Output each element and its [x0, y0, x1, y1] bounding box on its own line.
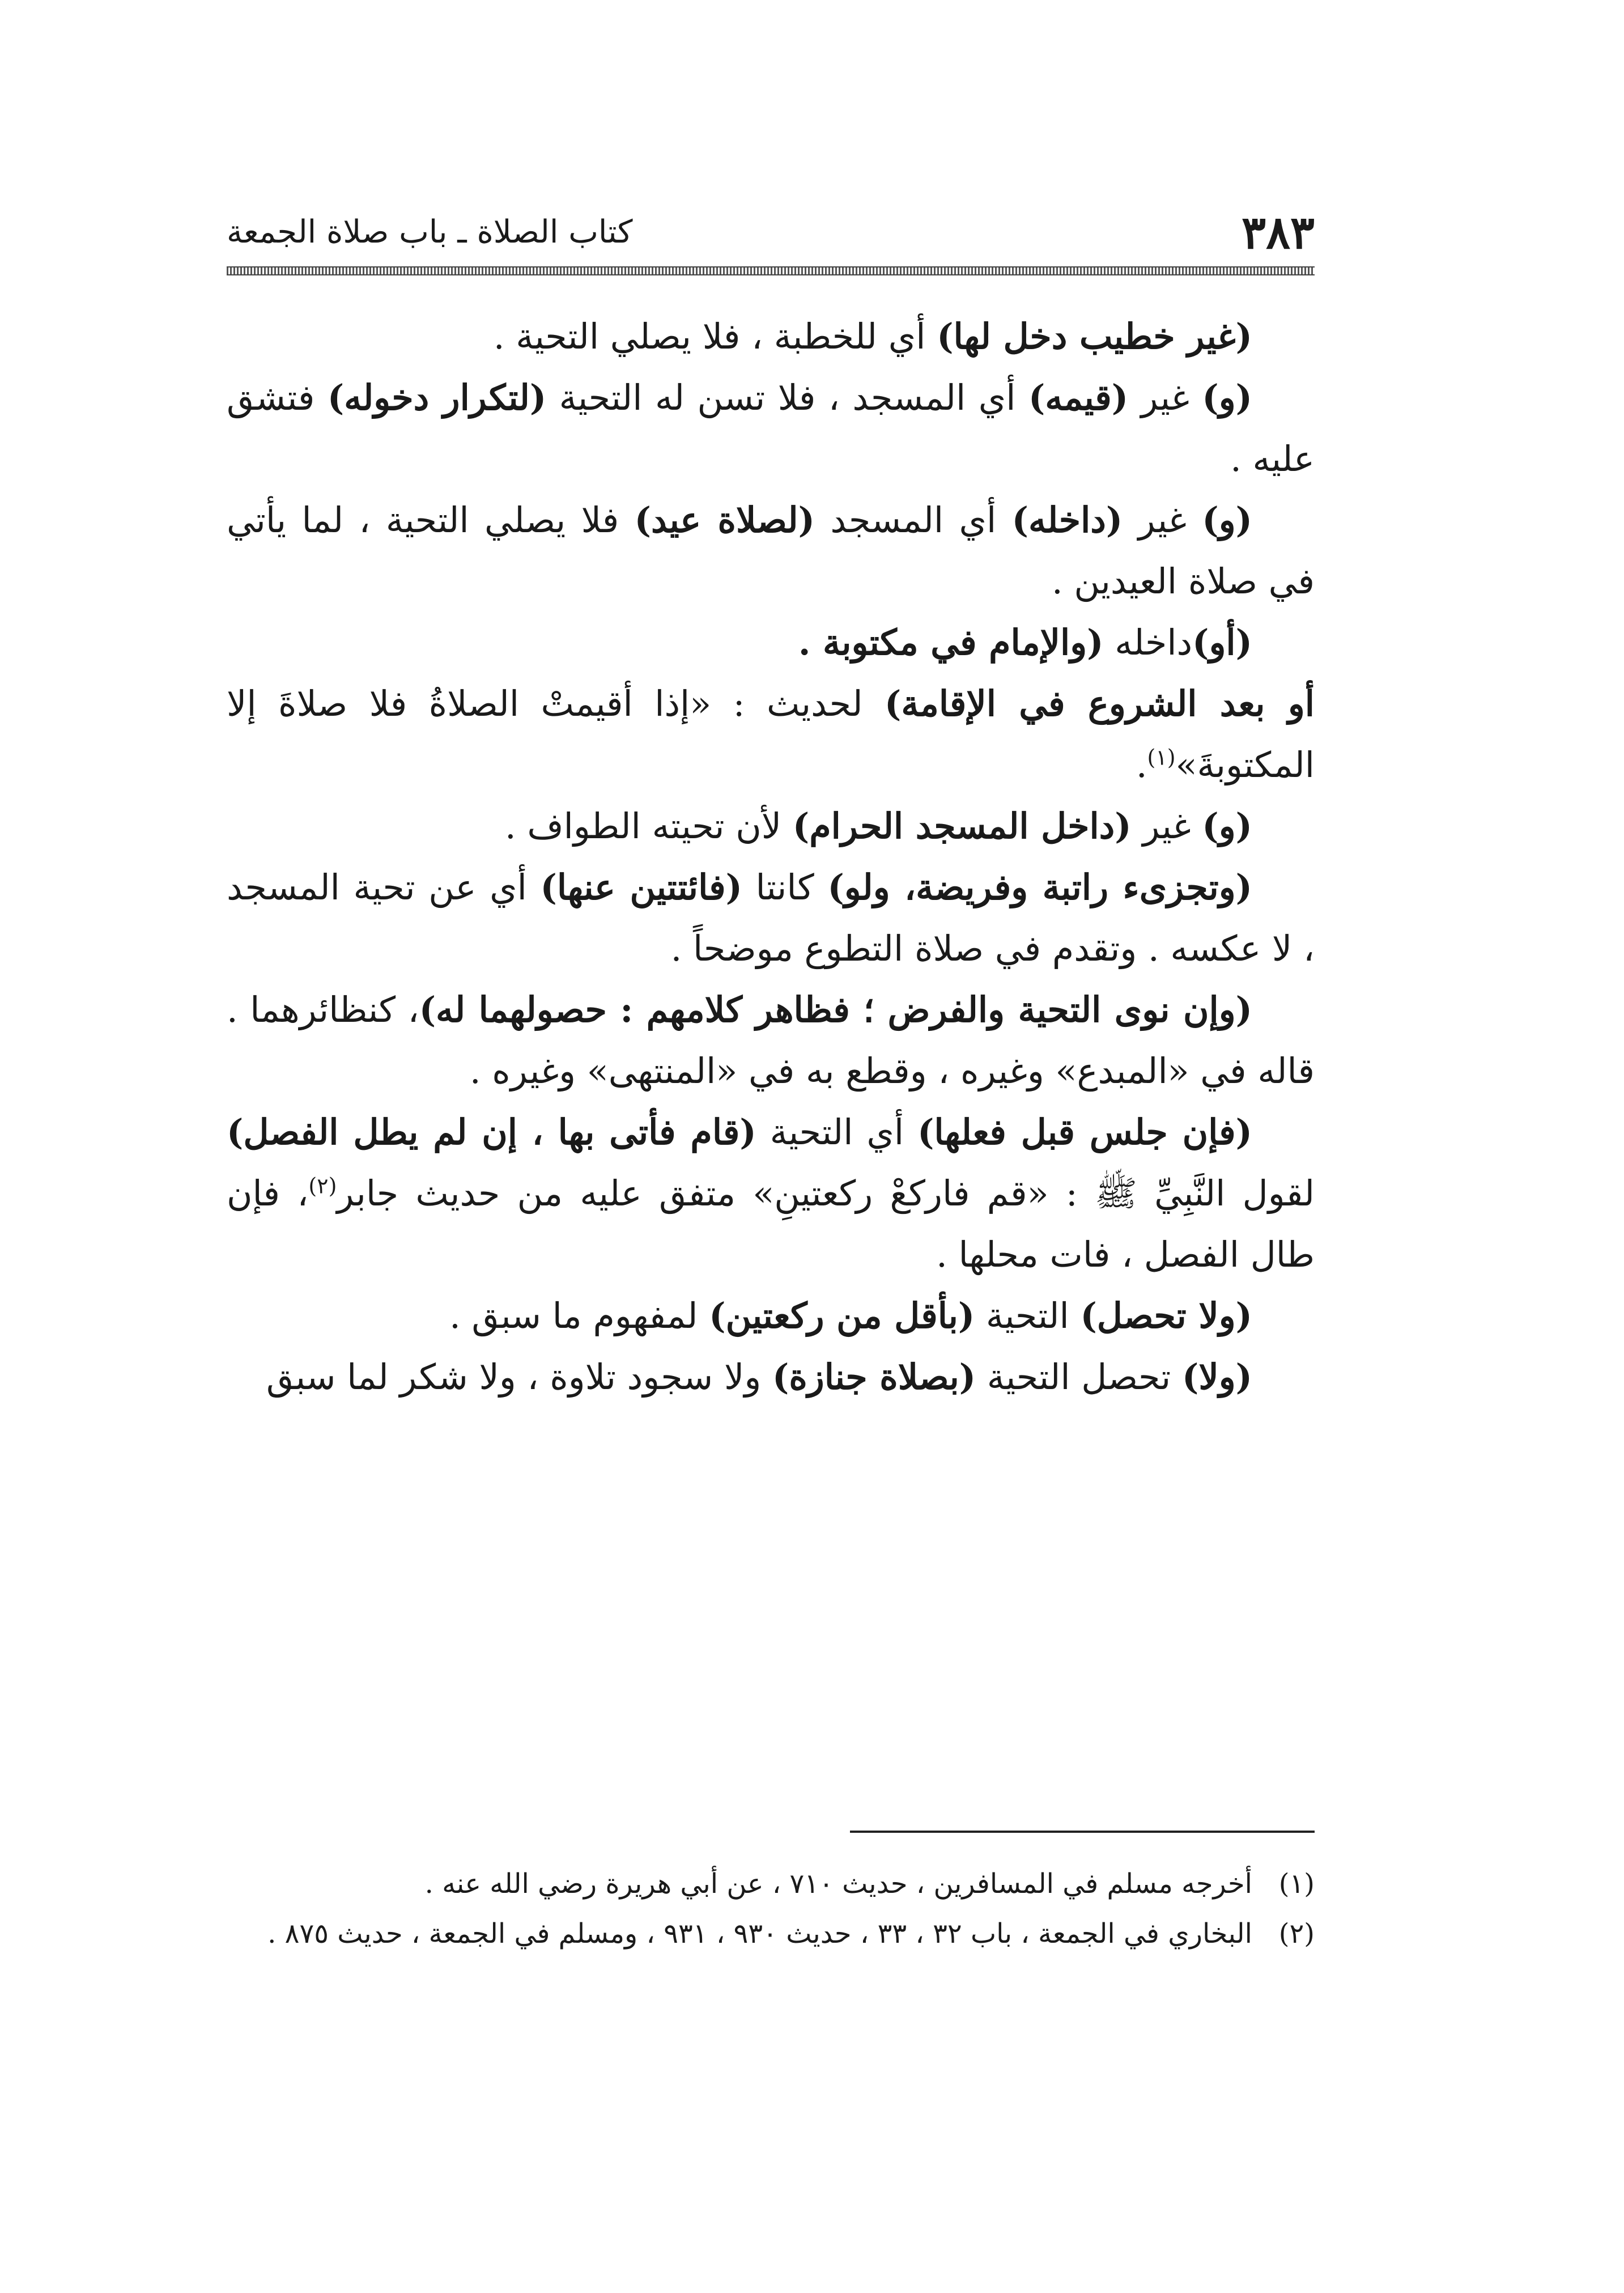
- header-rule: [227, 266, 1315, 275]
- paragraph-3: [227, 490, 1315, 612]
- paragraph-9: [227, 1102, 1315, 1285]
- sharh-text: غير: [1128, 377, 1202, 418]
- footnote-reference: (٢): [308, 1173, 337, 1199]
- sharh-text: لقول النَّبِيِّ ﷺ : «قم فاركعْ ركعتينِ» متفق عليه من حديث جابر: [337, 1173, 1315, 1214]
- matn-text: (لتكرار دخوله): [327, 377, 547, 418]
- paragraph-4: [227, 612, 1315, 673]
- matn-text: (بصلاة جنازة): [772, 1356, 976, 1398]
- footnote-text: أخرجه مسلم في المسافرين ، حديث ٧١٠ ، عن أبي هريرة رضي الله عنه .: [424, 1868, 1252, 1900]
- matn-text: (ولا): [1182, 1356, 1252, 1398]
- sharh-text: غير: [1131, 805, 1202, 847]
- paragraph-11: [227, 1347, 1315, 1408]
- matn-text: (بأقل من ركعتين): [709, 1295, 975, 1336]
- sharh-text: فلا يصلي التحية ، لما يأتي في صلاة العيدين .: [227, 499, 1315, 602]
- matn-text: (داخله): [1011, 499, 1123, 541]
- paragraph-6: [227, 796, 1315, 857]
- matn-text: (أو): [1192, 622, 1252, 663]
- matn-text: أو بعد الشروع في الإقامة): [885, 683, 1315, 724]
- footnote-text: البخاري في الجمعة ، باب ٣٢ ، ٣٣ ، حديث ٩٣٠ ، ٩٣١ ، ومسلم في الجمعة ، حديث ٨٧٥ .: [267, 1918, 1252, 1950]
- book-page: [227, 204, 1315, 2188]
- matn-text: (قام فأتى بها ، إن لم يطل الفصل): [227, 1111, 756, 1153]
- matn-text: (وتجزىء راتبة وفريضة، ولو): [827, 867, 1252, 908]
- footnote-rule: [850, 1831, 1315, 1833]
- paragraph-2: [227, 367, 1315, 490]
- sharh-text: ، كنظائرهما . قاله في «المبدع» وغيره ، وقطع به في «المنتهى» وغيره .: [227, 989, 1315, 1092]
- paragraph-1: [227, 306, 1315, 367]
- footnote-reference: (١): [1147, 745, 1176, 770]
- page-number: ٣٨٣: [1242, 206, 1315, 259]
- sharh-text: أي عن تحية المسجد ، لا عكسه . وتقدم في صلاة التطوع موضحاً .: [227, 867, 1315, 969]
- sharh-text: أي التحية: [756, 1111, 918, 1153]
- sharh-text: كانتا: [742, 867, 828, 908]
- sharh-text: التحية: [975, 1295, 1081, 1336]
- matn-text: (فائتتين عنها): [540, 867, 742, 908]
- footnote-number: (٢): [1278, 1918, 1315, 1950]
- sharh-text: أي المسجد: [814, 499, 1012, 541]
- matn-text: (داخل المسجد الحرام): [792, 805, 1132, 847]
- matn-text: (و): [1202, 805, 1252, 847]
- sharh-text: أي المسجد ، فلا تسن له التحية: [546, 377, 1028, 418]
- running-title: كتاب الصلاة ـ باب صلاة الجمعة: [227, 214, 633, 250]
- paragraph-8: [227, 979, 1315, 1102]
- matn-text: (وإن نوى التحية والفرض ؛ فظاهر كلامهم : حصولهما له): [419, 989, 1252, 1030]
- matn-text: (و): [1202, 377, 1252, 418]
- sharh-text: فتشق عليه .: [227, 377, 1315, 479]
- footnotes: [227, 1859, 1315, 1959]
- paragraph-5: [227, 673, 1315, 796]
- matn-text: (غير خطيب دخل لها): [937, 316, 1252, 357]
- matn-text: (فإن جلس قبل فعلها): [917, 1111, 1252, 1153]
- footnote-number: (١): [1278, 1868, 1315, 1900]
- sharh-text: داخله: [1103, 622, 1193, 663]
- paragraph-10: [227, 1285, 1315, 1347]
- footnote-1: [227, 1859, 1315, 1909]
- sharh-text: تحصل التحية: [976, 1356, 1183, 1398]
- matn-text: (لصلاة عيد): [634, 499, 815, 541]
- sharh-text: لأن تحيته الطواف .: [504, 805, 793, 847]
- sharh-text: ولا سجود تلاوة ، ولا شكر لما سبق: [266, 1356, 772, 1398]
- page-header: [227, 204, 1315, 266]
- sharh-text: .: [1136, 744, 1147, 785]
- body-text: [227, 306, 1315, 1408]
- matn-text: (والإمام في مكتوبة .: [798, 622, 1104, 663]
- sharh-text: لمفهوم ما سبق .: [449, 1295, 709, 1336]
- sharh-text: غير: [1123, 499, 1202, 541]
- sharh-text: ، فإن طال الفصل ، فات محلها .: [227, 1173, 1315, 1275]
- matn-text: (و): [1202, 499, 1252, 541]
- matn-text: (قيمه): [1028, 377, 1129, 418]
- matn-text: (ولا تحصل): [1080, 1295, 1252, 1336]
- paragraph-7: [227, 857, 1315, 979]
- sharh-text: أي للخطبة ، فلا يصلي التحية .: [493, 316, 937, 357]
- footnote-2: [227, 1909, 1315, 1959]
- sharh-text: لحديث : «إذا أقيمتْ الصلاةُ فلا صلاةَ إلا المكتوبةَ»: [227, 683, 1315, 785]
